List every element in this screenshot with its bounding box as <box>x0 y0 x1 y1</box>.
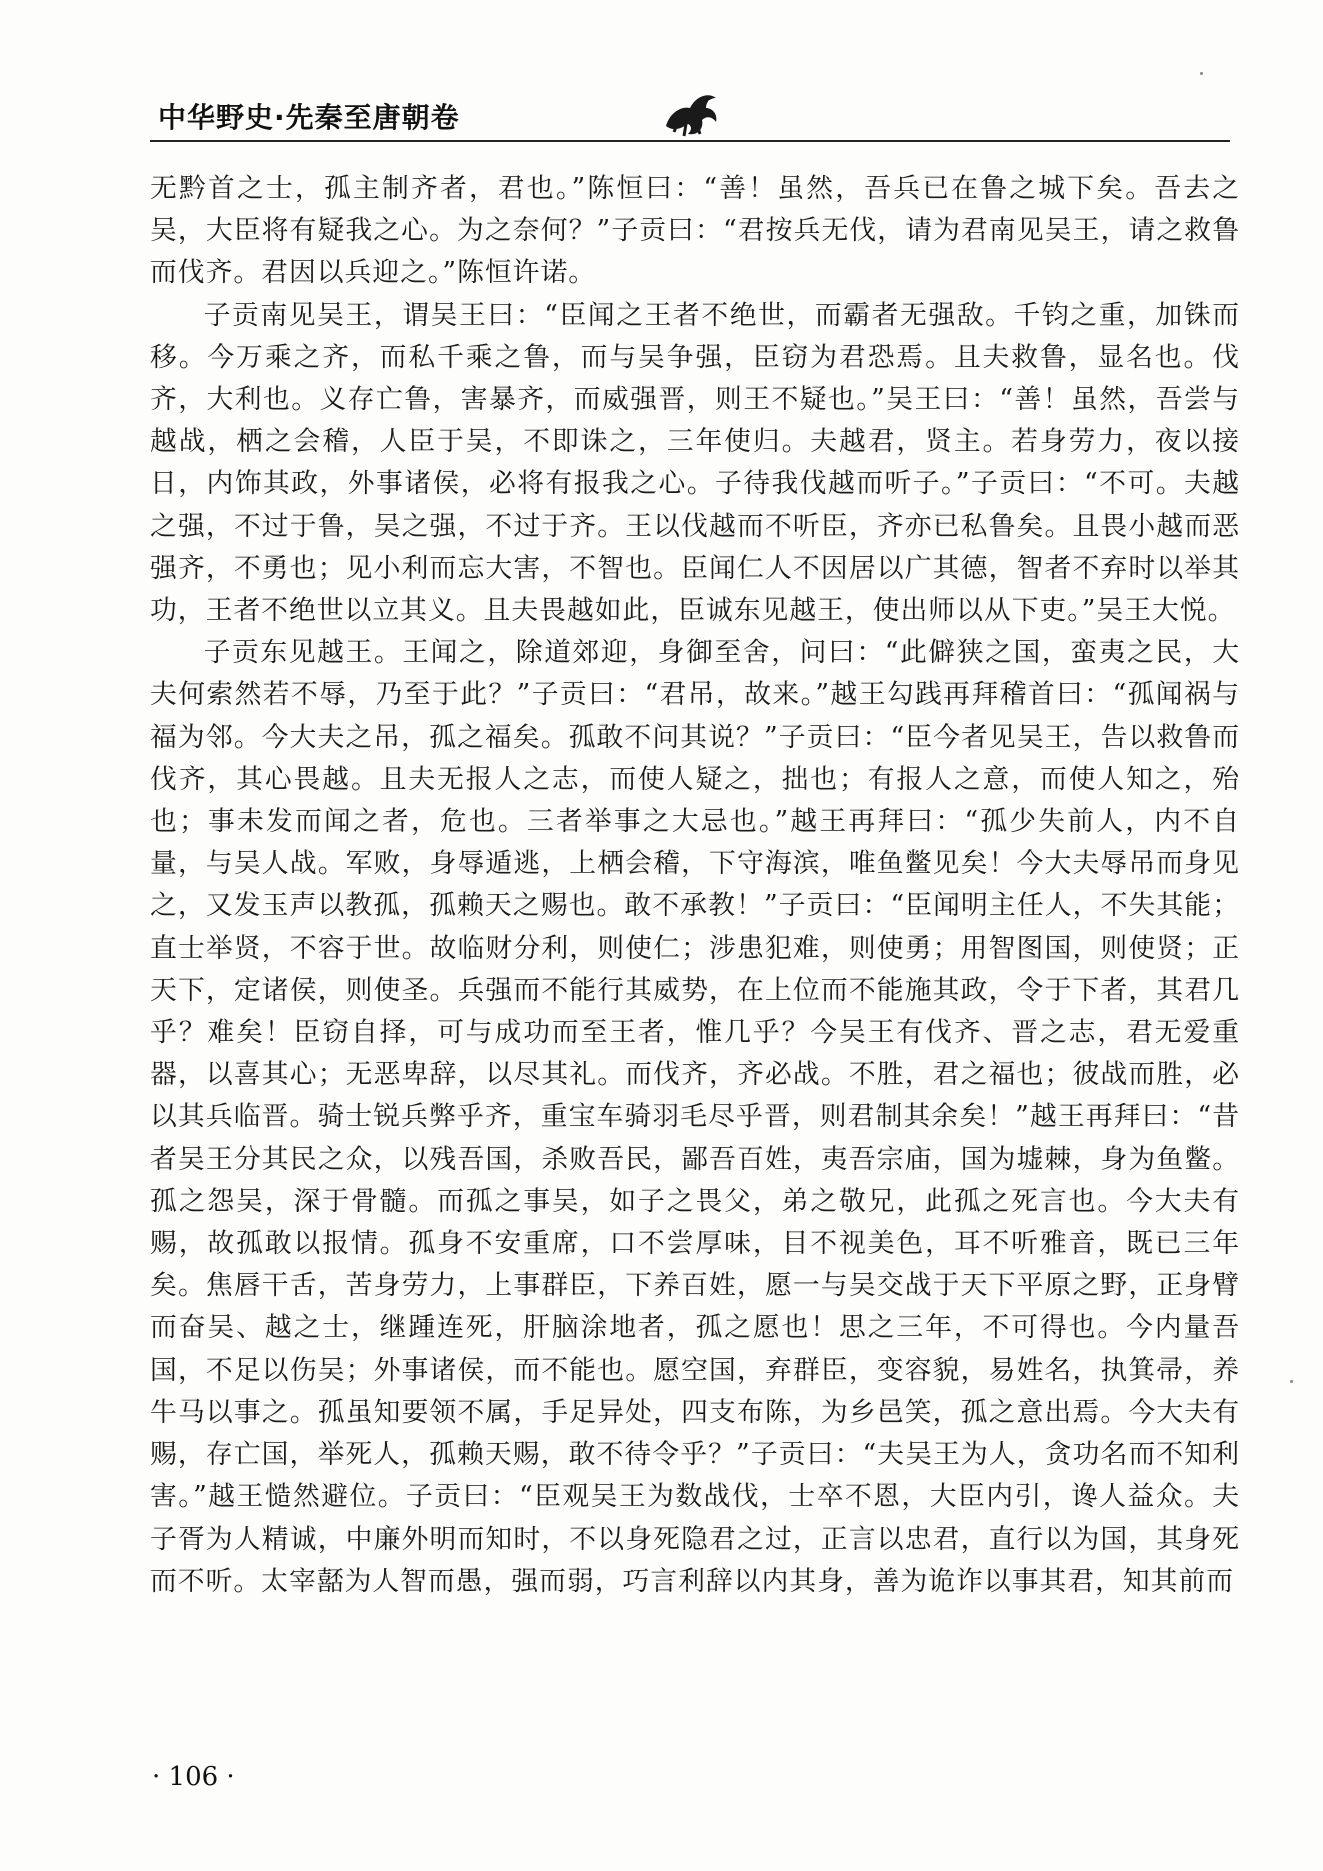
paragraph-continuation: 无黔首之士，孤主制齐者，君也。”陈恒曰：“善！虽然，吾兵已在鲁之城下矣。吾去之吴，大臣将有疑我之心。为之奈何？”子贡曰：“君按兵无伐，请为君南见吴王，请之救鲁而伐齐。君因以兵迎之。”陈恒许诺。 <box>150 173 1240 289</box>
body-text <box>150 168 1240 1603</box>
paragraph-zigong-meets-yue-king: 子贡东见越王。王闻之，除道郊迎，身御至舍，问曰：“此僻狭之国，蛮夷之民，大夫何索然若不辱，乃至于此？”子贡曰：“君吊，故来。”越王勾践再拜稽首曰：“孤闻祸与福为邻。今大夫之吊，孤之福矣。孤敢不问其说？”子贡曰：“臣今者见吴王，告以救鲁而伐齐，其心畏越。且夫无报人之志，而使人疑之，拙也；有报人之意，而使人知之，殆也；事未发而闻之者，危也。三者举事之大忌也。”越王再拜曰：“孤少失前人，内不自量，与吴人战。军败，身辱遁逃，上栖会稽，下守海滨，唯鱼鳖见矣！今大夫辱吊而身见之，又发玉声以教孤，孤赖天之赐也。敢不承教！”子贡曰：“臣闻明主任人，不失其能；直士举贤，不容于世。故临财分利，则使仁；涉患犯难，则使勇；用智图国，则使贤；正天下，定诸侯，则使圣。兵强而不能行其威势，在上位而不能施其政，令于下者，其君几乎？难矣！臣窃自择，可与成功而至王者，惟几乎？今吴王有伐齐、晋之志，君无爱重器，以喜其心；无恶卑辞，以尽其礼。而伐齐，齐必战。不胜，君之福也；彼战而胜，必以其兵临晋。骑士锐兵弊乎齐，重宝车骑羽毛尽乎晋，则君制其余矣！”越王再拜曰：“昔者吴王分其民之众，以残吾国，杀败吾民，鄙吾百姓，夷吾宗庙，国为墟棘，身为鱼鳖。孤之怨吴，深于骨髓。而孤之事吴，如子之畏父，弟之敬兄，此孤之死言也。今大夫有赐，故孤敢以报情。孤身不安重席，口不尝厚味，目不视美色，耳不听雅音，既已三年矣。焦唇干舌，苦身劳力，上事群臣，下养百姓，愿一与吴交战于天下平原之野，正身臂而奋吴、越之士，继踵连死，肝脑涂地者，孤之愿也！思之三年，不可得也。今内量吾国，不足以伤吴；外事诸侯，而不能也。愿空国，弃群臣，变容貌，易姓名，执箕帚，养牛马以事之。孤虽知要领不属，手足异处，四支布陈，为乡邑笑，孤之意出焉。今大夫有赐，存亡国，举死人，孤赖天赐，敢不待令乎？”子贡曰：“夫吴王为人，贪功名而不知利害。”越王慥然避位。子贡曰：“臣观吴王为数战伐，士卒不恩，大臣内引，谗人益众。夫子胥为人精诚，中廉外明而知时，不以身死隐君之过，正言以忠君，直行以为国，其身死而不听。太宰嚭为人智而愚，强而弱，巧言利辞以内其身，善为诡诈以事其君，知其前而 <box>150 637 1240 1597</box>
dragon-emblem-icon <box>660 82 724 142</box>
scan-speck <box>1200 72 1203 75</box>
page-number: · 106 · <box>152 1762 235 1792</box>
paragraph-zigong-meets-wu-king: 子贡南见吴王，谓吴王曰：“臣闻之王者不绝世，而霸者无强敌。千钧之重，加铢而移。今万乘之齐，而私千乘之鲁，而与吴争强，臣窃为君恐焉。且夫救鲁，显名也。伐齐，大利也。义存亡鲁，害暴齐，而威强晋，则王不疑也。”吴王曰：“善！虽然，吾尝与越战，栖之会稽，人臣于吴，不即诛之，三年使归。夫越君，贤主。若身劳力，夜以接日，内饰其政，外事诸侯，必将有报我之心。子待我伐越而听子。”子贡曰：“不可。夫越之强，不过于鲁，吴之强，不过于齐。王以伐越而不听臣，齐亦已私鲁矣。且畏小越而恶强齐，不勇也；见小利而忘大害，不智也。臣闻仁人不因居以广其德，智者不弃时以举其功，王者不绝世以立其义。且夫畏越如此，臣诚东见越王，使出师以从下吏。”吴王大悦。 <box>150 299 1240 627</box>
scan-speck <box>1290 1380 1293 1383</box>
running-header-title: 中华野史·先秦至唐朝卷 <box>158 101 460 134</box>
running-header <box>150 88 1230 146</box>
header-rule <box>150 140 1230 142</box>
